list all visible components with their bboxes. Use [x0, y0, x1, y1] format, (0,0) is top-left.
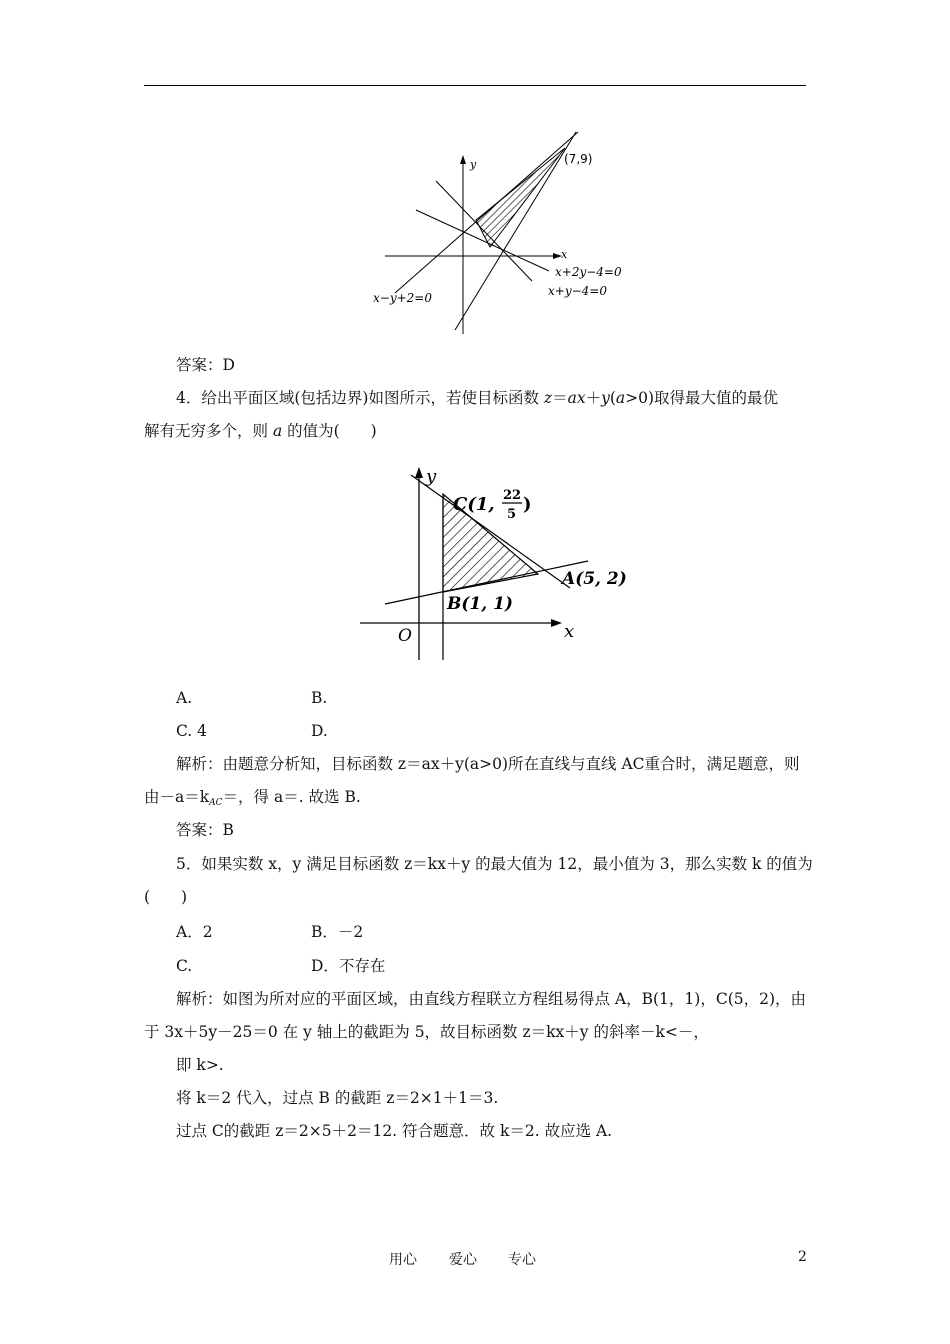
q5-option-b: B．－2 — [311, 923, 364, 941]
q5-option-a: A．2 — [176, 923, 213, 941]
q5-stem-line2: ( ) — [144, 888, 188, 906]
q5-analysis-line2: 于 3x＋5y－25＝0 在 y 轴上的截距为 5，故目标函数 z＝kx＋y 的斜率－k<－， — [144, 1023, 709, 1041]
page-number: 2 — [798, 1249, 807, 1265]
fig1-line2-label: x+y−4=0 — [548, 284, 607, 298]
figure-2-graph — [350, 460, 627, 665]
q4-stem-line1: 4．给出平面区域(包括边界)如图所示，若使目标函数 z＝ax＋y(a>0)取得最大值的最优 — [176, 389, 779, 407]
feasible-region-1 — [476, 148, 565, 247]
fig1-line3-label: x−y+2=0 — [373, 291, 432, 305]
fig1-point-label: (7,9) — [564, 152, 593, 166]
figure-1-graph — [370, 125, 620, 335]
fig1-y-label: y — [470, 158, 477, 171]
header-rule — [144, 85, 806, 86]
y-axis-arrow-1 — [460, 155, 466, 164]
fig2-point-c-close: ) — [523, 494, 532, 515]
x-axis-arrow-2 — [551, 619, 562, 627]
fig1-x-label: x — [561, 248, 568, 261]
q5-analysis-line4: 将 k＝2 代入，过点 B 的截距 z＝2×1＋1＝3. — [176, 1089, 499, 1107]
fig2-point-c-num: 22 — [503, 488, 522, 503]
q4-answer: 答案：B — [176, 821, 234, 839]
q5-stem-line1: 5．如果实数 x，y 满足目标函数 z＝kx＋y 的最大值为 12，最小值为 3，那么实数 k 的值为 — [176, 855, 813, 873]
fig1-line1-label: x+2y−4=0 — [555, 265, 622, 279]
q4-option-c: C. 4 — [176, 722, 208, 740]
footer-text-1: 用心 — [389, 1252, 417, 1268]
q4-analysis-line2: 由$-a=k_{AC}=$，得 a＝. 故选 B. — [144, 788, 361, 808]
q4-option-a: A. — [176, 689, 193, 707]
fig2-x-label: x — [564, 621, 575, 642]
q4-option-b: B. — [311, 689, 328, 707]
q4-option-d: D. — [311, 722, 328, 740]
q5-analysis-line1: 解析：如图为所对应的平面区域，由直线方程联立方程组易得点 A，B(1，1)，C(5，2)，由 — [176, 990, 807, 1008]
fig2-point-b-label: B(1, 1) — [447, 594, 513, 614]
fig2-point-c-den: 5 — [507, 507, 517, 522]
q4-analysis-line1: 解析：由题意分析知，目标函数 z＝ax＋y(a>0)所在直线与直线 AC重合时，满足题意，则 — [176, 755, 800, 773]
q5-analysis-line3: 即 k>. — [176, 1056, 224, 1074]
y-axis-arrow-2 — [415, 467, 423, 478]
q5-option-d: D．不存在 — [311, 957, 386, 975]
q4-stem-line2: 解有无穷多个，则 a 的值为( ) — [144, 422, 377, 440]
fig2-point-c-label: C(1, — [453, 494, 495, 515]
q5-option-c: C. — [176, 957, 193, 975]
fig2-y-label: y — [426, 466, 437, 487]
footer-text-3: 专心 — [508, 1252, 536, 1268]
fig2-origin-label: O — [398, 626, 412, 646]
footer-text-2: 爱心 — [449, 1252, 477, 1268]
q3-answer: 答案：D — [176, 356, 235, 374]
q5-analysis-line5: 过点 C的截距 z＝2×5＋2＝12. 符合题意．故 k＝2. 故应选 A. — [176, 1122, 613, 1140]
fig2-point-a-label: A(5, 2) — [562, 569, 627, 589]
